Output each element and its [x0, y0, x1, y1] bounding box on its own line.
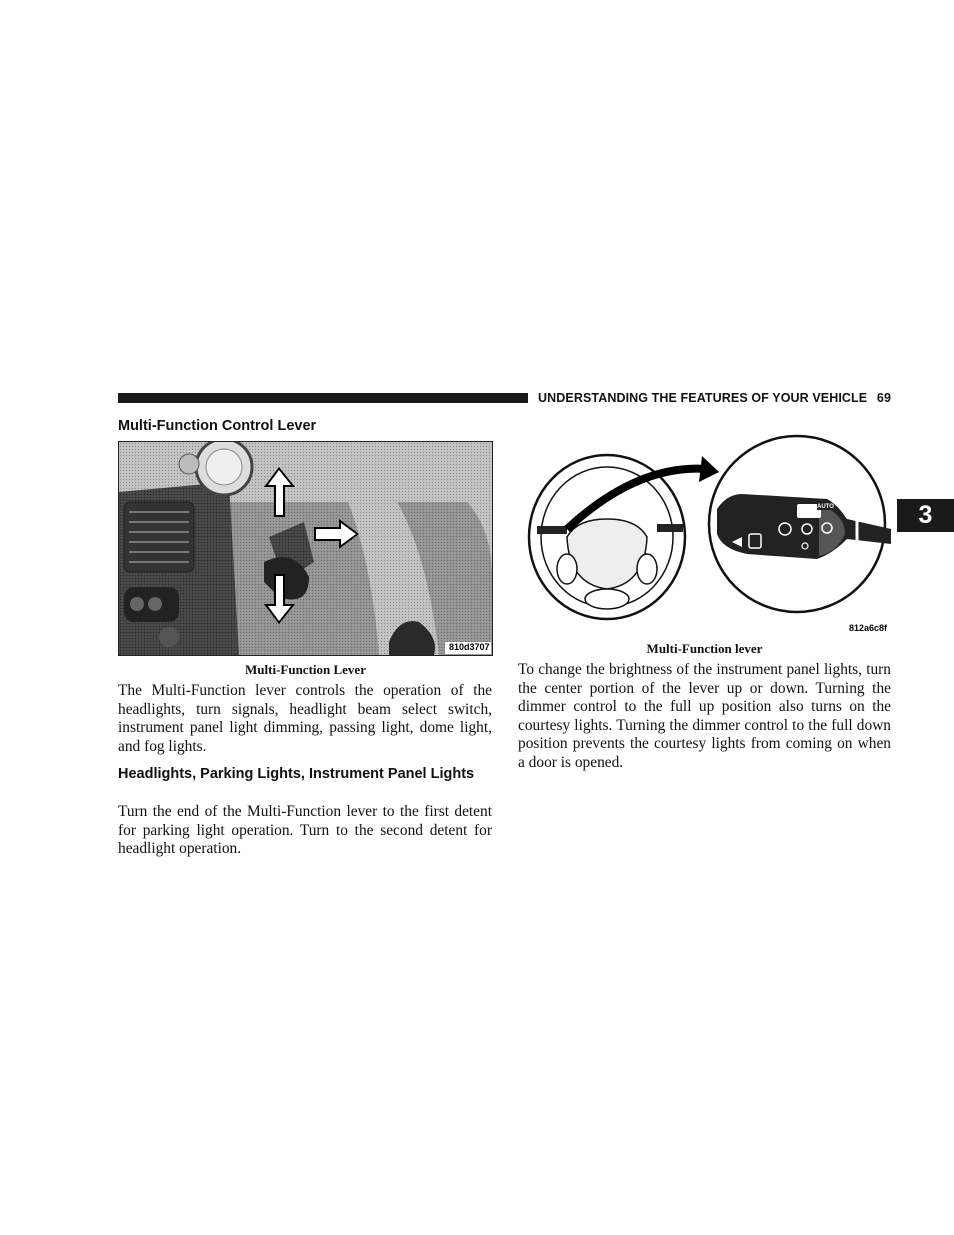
headlight-paragraph: Turn the end of the Multi-Function lever to the first detent for parking light operation. Turn to the second detent for headlight operation. [118, 803, 492, 858]
figure-caption-right: Multi-Function lever [646, 641, 763, 656]
photo-code: 810d3707 [449, 642, 490, 652]
illustration-code: 812a6c8f [849, 623, 888, 633]
subsection-heading: Headlights, Parking Lights, Instrument Panel Lights [118, 766, 475, 782]
intro-paragraph: The Multi-Function lever controls the operation of the headlights, turn signals, headlight beam select switch, instrument panel light dimming, passing light, dome light, and fog lights. [118, 682, 492, 755]
header-rule [118, 393, 528, 403]
steering-wheel-illustration [527, 434, 891, 636]
section-title: UNDERSTANDING THE FEATURES OF YOUR VEHICLE [538, 391, 868, 405]
page-number: 69 [876, 391, 891, 405]
lever-photo [118, 441, 493, 656]
auto-label: AUTO [817, 504, 834, 510]
chapter-tab: 3 [897, 499, 954, 532]
figure-caption-left: Multi-Function Lever [245, 662, 366, 677]
dimmer-paragraph: To change the brightness of the instrument panel lights, turn the center portion of the lever up or down. Turning the dimmer control to the full up position also turns on the courtesy lights. Turning the dimmer control to the full down position prevents the courtesy lights from coming on when a door is opened. [518, 661, 891, 771]
section-heading: Multi-Function Control Lever [118, 418, 317, 434]
running-header [538, 390, 891, 406]
